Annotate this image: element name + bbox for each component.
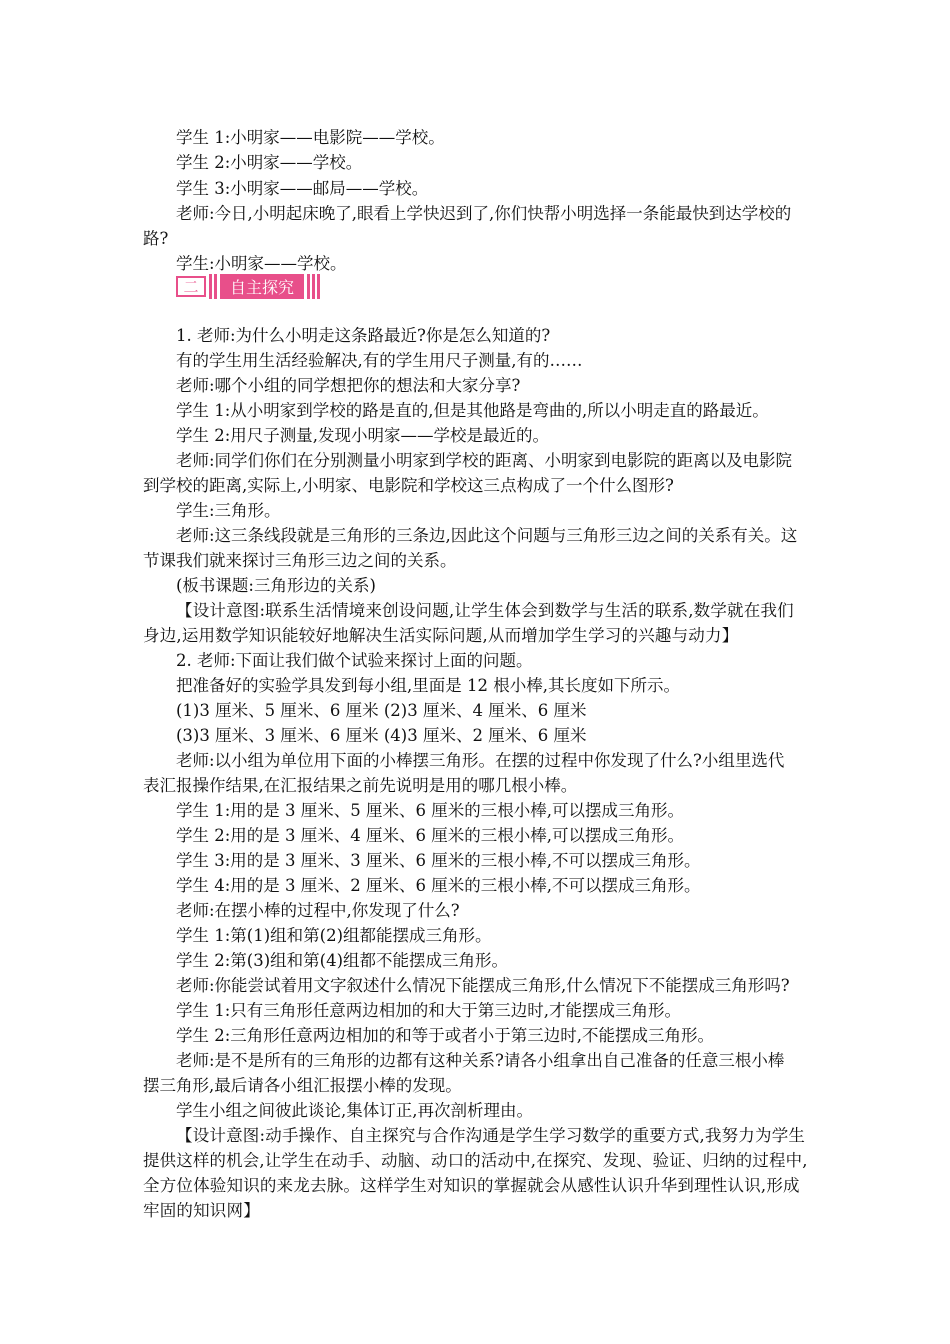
banner-stripes [209,274,219,299]
body-line: (1)3 厘米、5 厘米、6 厘米 (2)3 厘米、4 厘米、6 厘米 [176,701,587,720]
body-line: 学生 1:从小明家到学校的路是直的,但是其他路是弯曲的,所以小明走直的路最近。 [176,401,769,420]
body-line: 表汇报操作结果,在汇报结果之前先说明是用的哪几根小棒。 [143,776,578,795]
body-line: 摆三角形,最后请各小组汇报摆小棒的发现。 [143,1076,462,1095]
body-line: 老师:是不是所有的三角形的边都有这种关系?请各小组拿出自己准备的任意三根小棒 [176,1051,785,1070]
section-banner [176,274,348,299]
dialogue-line: 学生 1:小明家——电影院——学校。 [176,128,445,147]
body-line: 学生 2:用的是 3 厘米、4 厘米、6 厘米的三根小棒,可以摆成三角形。 [176,826,685,845]
body-line: 学生 3:用的是 3 厘米、3 厘米、6 厘米的三根小棒,不可以摆成三角形。 [176,851,701,870]
body-line: 学生小组之间彼此谈论,集体订正,再次剖析理由。 [176,1101,533,1120]
design-intent-line: 【设计意图:联系生活情境来创设问题,让学生体会到数学与生活的联系,数学就在我们 [176,601,794,620]
body-line: 有的学生用生活经验解决,有的学生用尺子测量,有的…… [176,351,583,370]
body-line: 学生 2:用尺子测量,发现小明家——学校是最近的。 [176,426,550,445]
section-title: 自主探究 [220,274,304,299]
body-line: 节课我们就来探讨三角形三边之间的关系。 [143,551,457,570]
dialogue-line: 学生 2:小明家——学校。 [176,153,363,172]
section-number: 二 [176,276,206,297]
body-line: 老师:以小组为单位用下面的小棒摆三角形。在摆的过程中你发现了什么?小组里选代 [176,751,785,770]
body-line: 老师:你能尝试着用文字叙述什么情况下能摆成三角形,什么情况下不能摆成三角形吗? [176,976,790,995]
body-line: 1. 老师:为什么小明走这条路最近?你是怎么知道的? [176,326,551,345]
design-intent-line: 身边,运用数学知识能较好地解决生活实际问题,从而增加学生学习的兴趣与动力】 [143,626,739,645]
body-line: 学生 2:第(3)组和第(4)组都不能摆成三角形。 [176,951,509,970]
body-line: 到学校的距离,实际上,小明家、电影院和学校这三点构成了一个什么图形? [143,476,674,495]
body-line: 学生 1:用的是 3 厘米、5 厘米、6 厘米的三根小棒,可以摆成三角形。 [176,801,685,820]
dialogue-line: 路? [143,229,169,248]
body-line: (板书课题:三角形边的关系) [176,576,376,595]
body-line: 把准备好的实验学具发到每小组,里面是 12 根小棒,其长度如下所示。 [176,676,680,695]
dialogue-line: 学生:小明家——学校。 [176,254,347,273]
body-line: 学生 4:用的是 3 厘米、2 厘米、6 厘米的三根小棒,不可以摆成三角形。 [176,876,701,895]
body-line: 老师:哪个小组的同学想把你的想法和大家分享? [176,376,521,395]
body-line: 2. 老师:下面让我们做个试验来探讨上面的问题。 [176,651,533,670]
body-line: 老师:同学们你们在分别测量小明家到学校的距离、小明家到电影院的距离以及电影院 [176,451,793,470]
dialogue-line: 老师:今日,小明起床晚了,眼看上学快迟到了,你们快帮小明选择一条能最快到达学校的 [176,204,792,223]
body-line: (3)3 厘米、3 厘米、6 厘米 (4)3 厘米、2 厘米、6 厘米 [176,726,587,745]
body-line: 学生 1:只有三角形任意两边相加的和大于第三边时,才能摆成三角形。 [176,1001,682,1020]
dialogue-line: 学生 3:小明家——邮局——学校。 [176,179,429,198]
body-line: 学生:三角形。 [176,501,281,520]
body-line: 学生 1:第(1)组和第(2)组都能摆成三角形。 [176,926,492,945]
body-line: 老师:这三条线段就是三角形的三条边,因此这个问题与三角形三边之间的关系有关。这 [176,526,798,545]
body-line: 老师:在摆小棒的过程中,你发现了什么? [176,901,460,920]
design-intent-line: 牢固的知识网】 [143,1201,260,1220]
design-intent-line: 提供这样的机会,让学生在动手、动脑、动口的活动中,在探究、发现、验证、归纳的过程中, [143,1151,808,1170]
design-intent-line: 全方位体验知识的来龙去脉。这样学生对知识的掌握就会从感性认识升华到理性认识,形成 [143,1176,800,1195]
body-line: 学生 2:三角形任意两边相加的和等于或者小于第三边时,不能摆成三角形。 [176,1026,715,1045]
banner-tail-stripes [307,274,322,299]
design-intent-line: 【设计意图:动手操作、自主探究与合作沟通是学生学习数学的重要方式,我努力为学生 [176,1126,806,1145]
